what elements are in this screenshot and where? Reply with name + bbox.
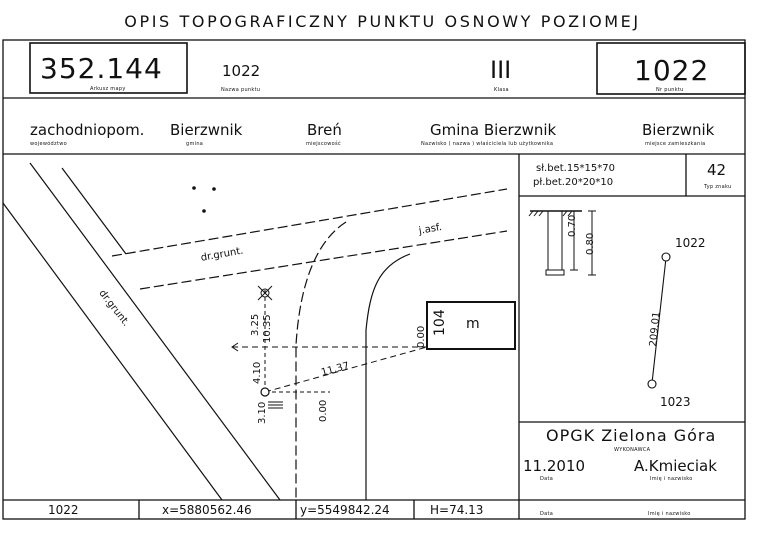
executor-company: OPGK Zielona Góra (546, 426, 717, 445)
commune-value: Bierzwnik (170, 121, 243, 139)
marker-dim-b: 0.80 (585, 232, 596, 255)
map-sheet-label: Arkusz mapy (90, 86, 126, 92)
voivodeship-label: województwo (30, 141, 67, 147)
voivodeship-value: zachodniopom. (30, 121, 145, 139)
executor-company-label: WYKONAWCA (614, 447, 651, 453)
marker-type-label: Typ znaku (704, 184, 732, 190)
executor-date-label-2: Data (540, 511, 554, 517)
control-point-marker (261, 388, 269, 396)
coord-point: 1022 (48, 503, 79, 517)
marker-spec-bottom: pł.bet.20*20*10 (533, 177, 614, 188)
measure-0-00-building: 0.00 (416, 325, 427, 348)
commune-label: gmina (186, 141, 204, 147)
road-label-gravel-diagonal: dr.grunt. (96, 288, 132, 329)
marker-dim-a: 0.70 (567, 214, 578, 237)
point-name-value: 1022 (222, 62, 261, 80)
measure-4-10: 4.10 (252, 361, 263, 384)
road-label-gravel-horizontal: dr.grunt. (200, 245, 245, 264)
class-label: Klasa (494, 87, 509, 93)
marker-spec-top: sł.bet.15*15*70 (536, 163, 616, 174)
executor-name-label: Imię i nazwisko (650, 476, 693, 482)
document-title: OPIS TOPOGRAFICZNY PUNKTU OSNOWY POZIOMEJ (124, 12, 641, 31)
measure-0-00-road: 0.00 (318, 399, 329, 422)
measure-10-35: 10.35 (262, 314, 273, 343)
owner-value: Gmina Bierzwnik (430, 121, 557, 139)
diagram-point-b: 1023 (660, 395, 691, 409)
diagram-distance: 209.01 (648, 311, 663, 348)
residence-label: miejsce zamieszkania (645, 141, 706, 147)
building-type: m (466, 316, 480, 332)
locality-label: miejscowość (306, 141, 341, 147)
residence-value: Bierzwnik (642, 121, 715, 139)
coord-x: x=5880562.46 (162, 503, 252, 517)
point-number-value: 1022 (634, 54, 710, 87)
map-sheet-value: 352.144 (40, 52, 163, 85)
measure-3-25: 3.25 (250, 313, 261, 336)
coord-y: y=5549842.24 (300, 503, 390, 517)
executor-name: A.Kmieciak (634, 457, 717, 475)
executor-date-label: Data (540, 476, 554, 482)
marker-type-value: 42 (707, 161, 727, 179)
bush-symbols (192, 186, 216, 213)
building-number: 104 (432, 309, 448, 336)
diagram-point-a: 1022 (675, 236, 706, 250)
measure-11-37: 11.37 (320, 360, 351, 379)
point-number-label: Nr punktu (656, 87, 684, 93)
point-name-label: Nazwa punktu (221, 87, 261, 93)
coord-h: H=74.13 (430, 503, 484, 517)
class-value: III (490, 56, 512, 84)
road-label-asphalt: j.asf. (418, 221, 443, 237)
executor-name-label-2: Imię i nazwisko (648, 511, 691, 517)
measure-3-10: 3.10 (257, 401, 268, 424)
owner-label: Nazwisko ( nazwa ) właściciela lub użytkownika (421, 141, 554, 147)
locality-value: Breń (307, 121, 342, 139)
executor-date: 11.2010 (523, 457, 586, 475)
